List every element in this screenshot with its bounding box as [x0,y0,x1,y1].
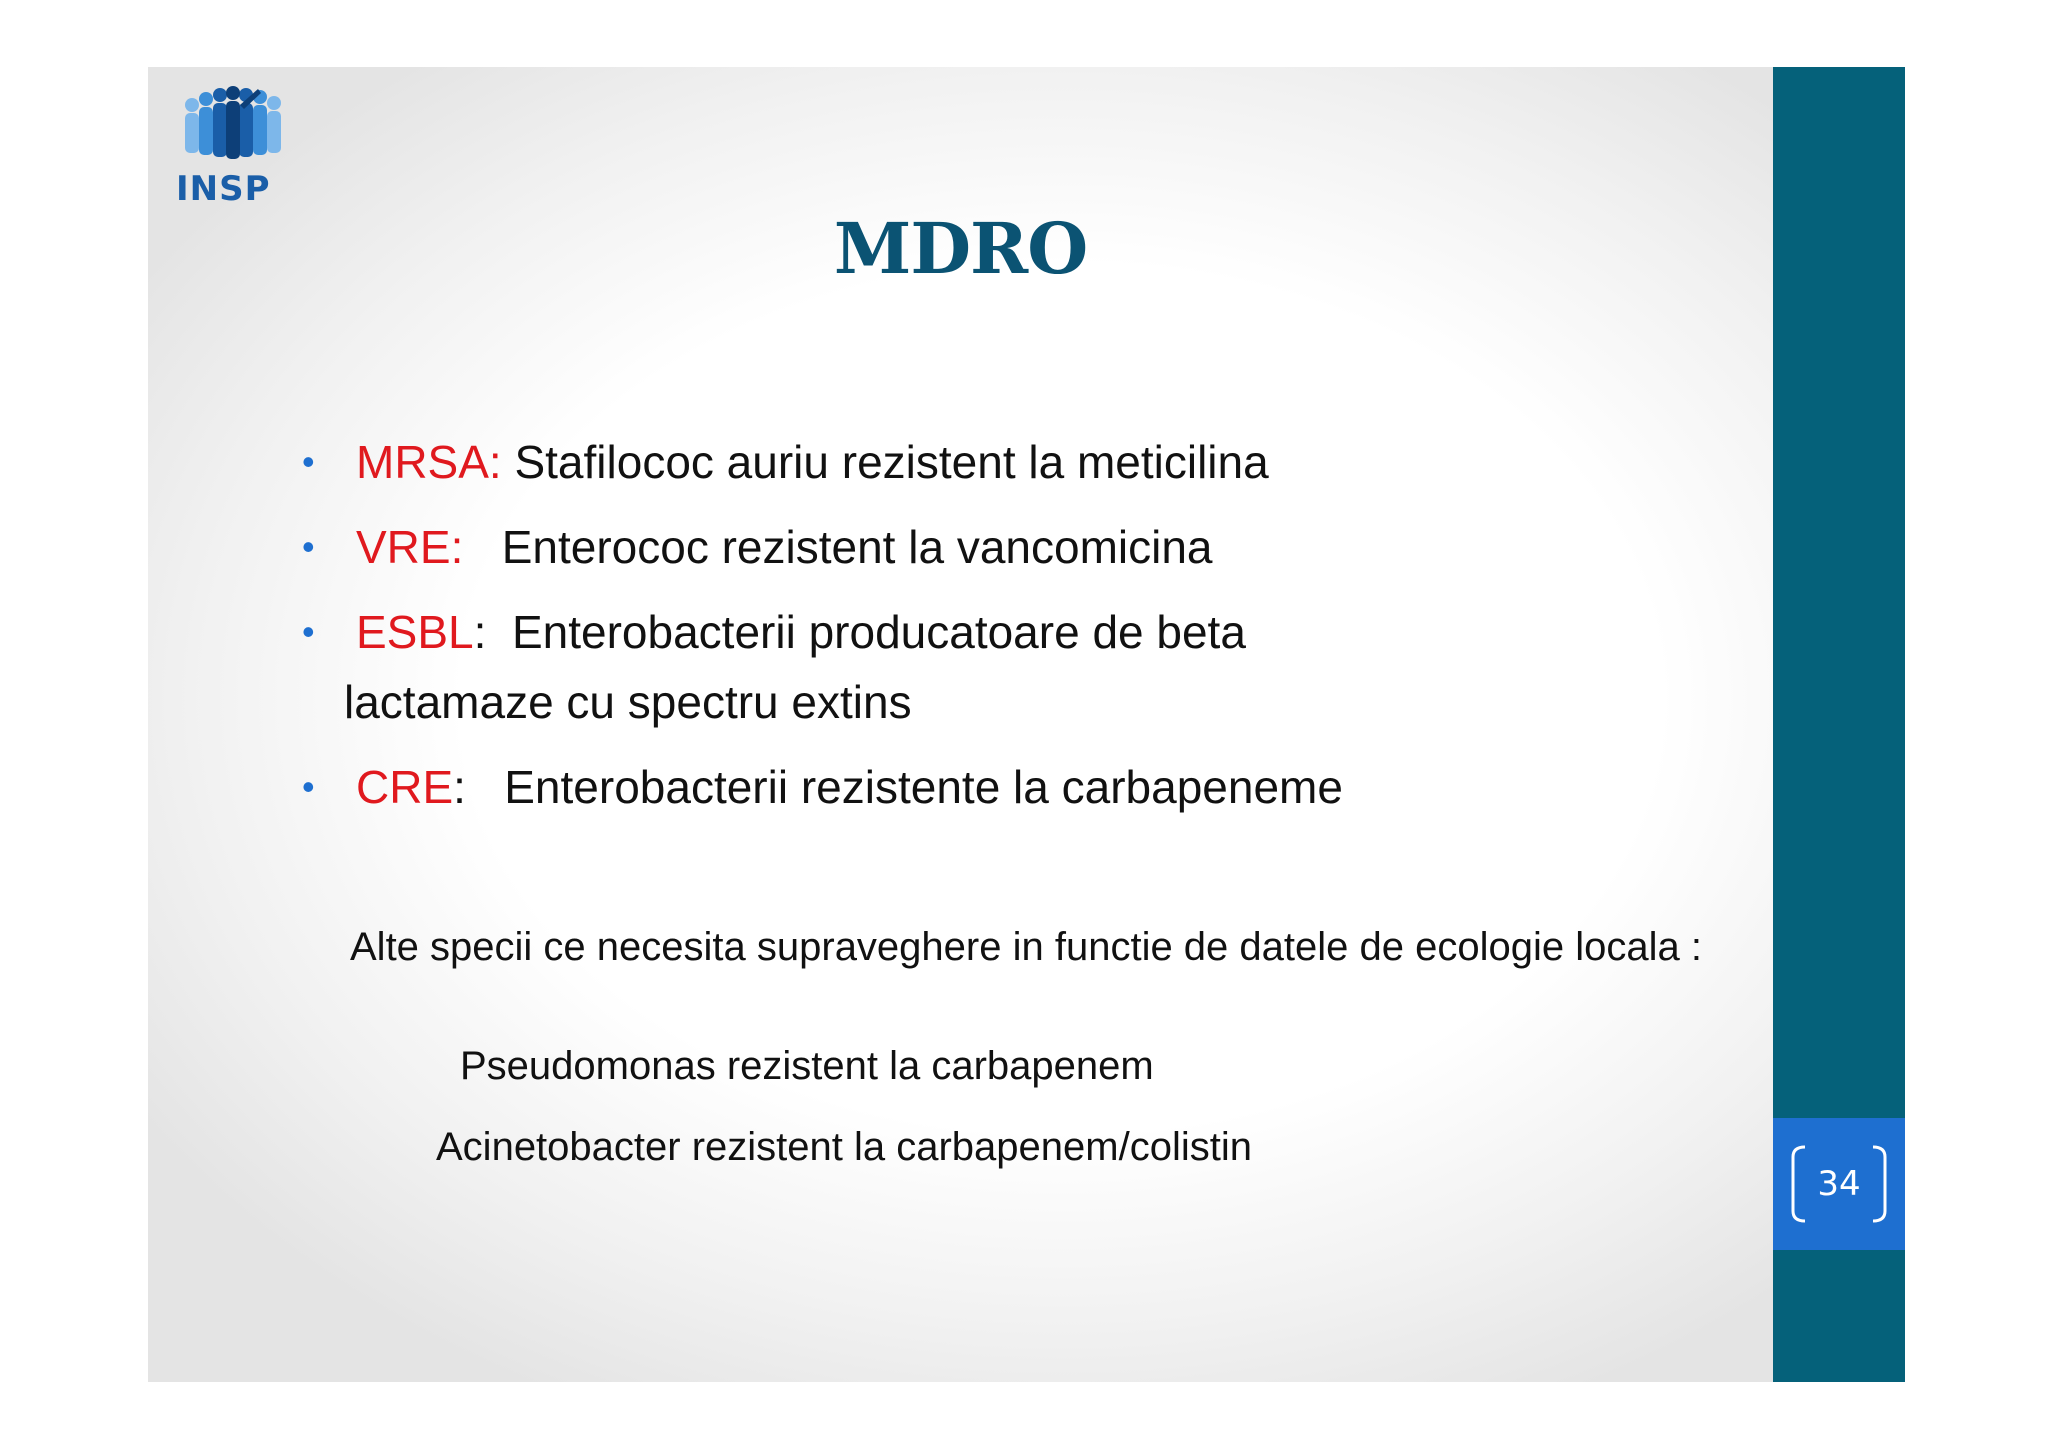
bullet-code: MRSA: [356,436,502,488]
bullet-separator: : [473,606,487,658]
bullet-code: VRE: [356,521,464,573]
bullet-text: Enterococ rezistent la vancomicina [463,521,1213,573]
species-acinetobacter: Acinetobacter rezistent la carbapenem/colistin [436,1125,1252,1169]
bullet-icon: • [302,526,315,567]
bullet-icon: • [302,611,315,652]
bullet-text: Enterobacterii rezistente la carbapeneme [465,761,1343,813]
page-number-badge [1773,1118,1905,1250]
insp-logo [174,85,294,209]
bullet-code: CRE [356,761,454,813]
bullet-code: ESBL [356,606,474,658]
species-pseudomonas: Pseudomonas rezistent la carbapenem [460,1044,1154,1088]
logo-text: INSP [176,169,271,209]
people-group-icon [174,85,294,169]
bullet-separator: : [453,761,466,813]
bullet-text: Stafilococ auriu rezistent la meticilina [501,436,1269,488]
bullet-text: Enterobacterii producatoare de beta [486,606,1246,658]
other-species-intro: Alte specii ce necesita supraveghere in functie de datele de ecologie locala : [350,925,1702,969]
sidebar-band [1773,67,1905,1382]
bracket-frame [1787,1143,1891,1225]
bullet-esbl [302,597,1742,737]
bullet-icon: • [302,766,315,807]
bullet-cre [302,752,1742,822]
page-number: 34 [1817,1164,1861,1204]
bullet-list [302,427,1742,837]
bullet-continuation: lactamaze cu spectru extins [344,676,912,728]
bullet-mrsa [302,427,1742,497]
slide [148,67,1905,1382]
bullet-icon: • [302,441,315,482]
bullet-vre [302,512,1742,582]
slide-title: MDRO [833,207,1088,290]
